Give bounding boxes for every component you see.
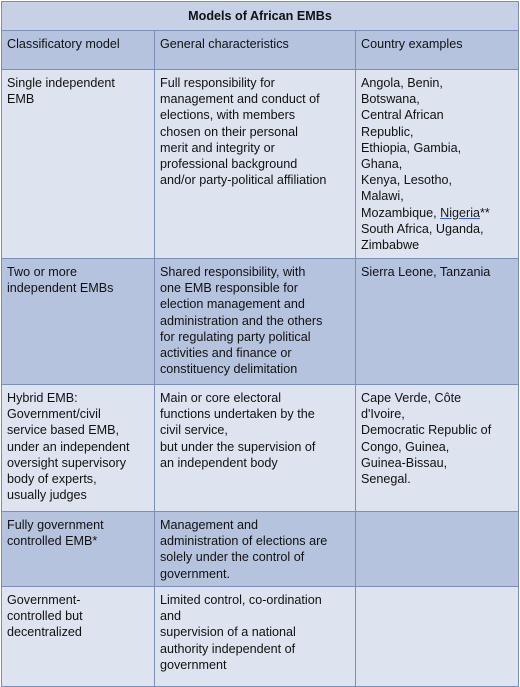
- table-title-row: [2, 2, 519, 31]
- header-country-examples: Country examples: [356, 31, 519, 70]
- model-cell: Two or more independent EMBs: [2, 259, 155, 385]
- table-row: [2, 70, 519, 259]
- countries-text: Angola, Benin, Botswana, Central African Republic, Ethiopia, Gambia, Ghana, Kenya, Lesotho, Malawi, Mozambique,: [361, 76, 462, 220]
- characteristics-cell: Limited control, co-ordination and supervision of a national authority independent of government: [155, 587, 356, 687]
- characteristics-cell: Main or core electoral functions undertaken by the civil service, but under the supervision of an independent body: [155, 385, 356, 512]
- table-row: [2, 259, 519, 385]
- model-cell: Single independent EMB: [2, 70, 155, 259]
- table-row: [2, 587, 519, 687]
- emb-models-table: [1, 1, 519, 687]
- model-cell: Government- controlled but decentralized: [2, 587, 155, 687]
- model-cell: Fully government controlled EMB*: [2, 512, 155, 587]
- table-header-row: [2, 31, 519, 70]
- countries-cell: [356, 587, 519, 687]
- table-title: Models of African EMBs: [2, 2, 519, 31]
- nigeria-link[interactable]: Nigeria: [440, 205, 481, 220]
- table-row: [2, 512, 519, 587]
- countries-cell: Cape Verde, Côte d'Ivoire, Democratic Republic of Congo, Guinea, Guinea-Bissau, Senegal.: [356, 385, 519, 512]
- characteristics-cell: Full responsibility for management and conduct of elections, with members chosen on their personal merit and integrity or professional background and/or party-political affiliation: [155, 70, 356, 259]
- table-row: [2, 385, 519, 512]
- model-cell: Hybrid EMB: Government/civil service based EMB, under an independent oversight supervisory body of experts, usually judges: [2, 385, 155, 512]
- countries-text-after: ** South Africa, Uganda, Zimbabwe: [361, 205, 490, 253]
- characteristics-cell: Management and administration of elections are solely under the control of government.: [155, 512, 356, 587]
- countries-cell: Sierra Leone, Tanzania: [356, 259, 519, 385]
- header-general-characteristics: General characteristics: [155, 31, 356, 70]
- header-classificatory-model: Classificatory model: [2, 31, 155, 70]
- countries-cell: [356, 512, 519, 587]
- characteristics-cell: Shared responsibility, with one EMB responsible for election management and administration and the others for regulating party political activities and finance or constituency delimitation: [155, 259, 356, 385]
- countries-cell: [356, 70, 519, 259]
